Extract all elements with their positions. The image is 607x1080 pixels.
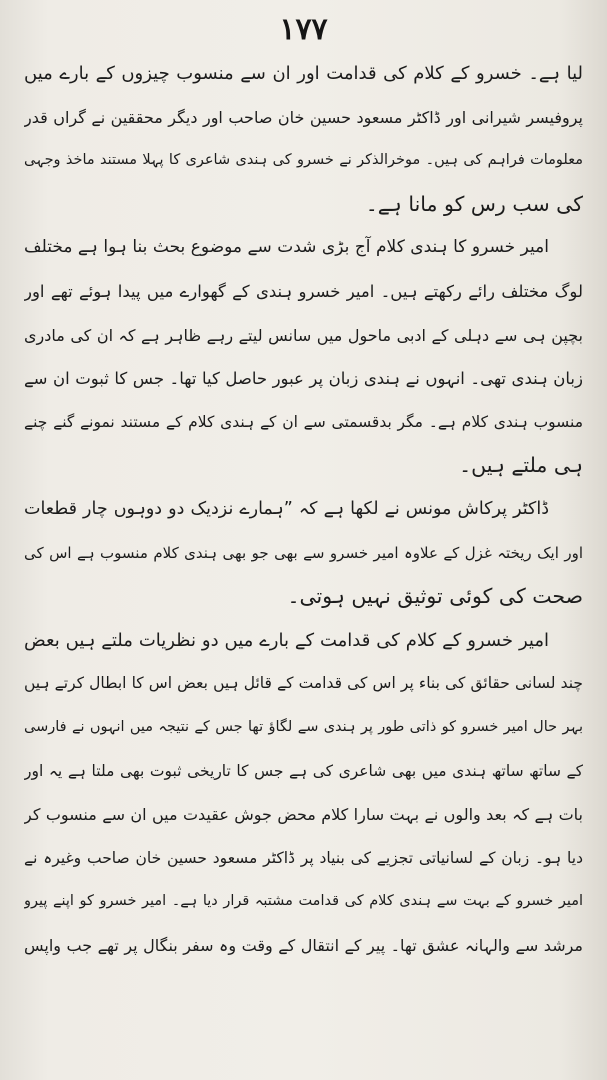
text-line: امیر خسرو کے کلام کی قدامت کے بارے میں دو نظریات ملتے ہیں بعض: [24, 629, 549, 651]
text-line: صحت کی کوئی توثیق نہیں ہوتی۔: [287, 584, 583, 609]
paragraph-1: [24, 52, 583, 226]
page-number: ۱۷۷: [279, 12, 328, 47]
text-line: امیر خسرو کے بہت سے ہندی کلام کی قدامت مشتبہ قرار دیا ہے۔ امیر خسرو کو اپنے پیرو: [24, 893, 583, 910]
text-line: امیر خسرو کا ہندی کلام آج بڑی شدت سے موضوع بحث بنا ہوا ہے مختلف: [24, 237, 549, 258]
text-line: ہی ملتے ہیں۔: [459, 453, 583, 478]
text-line: دیا ہو۔ زبان کے لسانیاتی تجزیے کی بنیاد پر ڈاکٹر مسعود حسین خان صاحب وغیرہ نے: [24, 848, 583, 867]
text-line: مرشد سے والہانہ عشق تھا۔ پیر کے انتقال کے وقت وہ سفر بنگال پر تھے جب واپس: [24, 935, 583, 955]
text-line: بچپن ہی سے دہلی کے ادبی ماحول میں سانس لیتے رہے ظاہر ہے کہ ان کی مادری: [24, 325, 583, 345]
text-line: بات ہے کہ بعد والوں نے بہت سارا کلام محض جوش عقیدت میں ان سے منسوب کر: [24, 805, 583, 825]
text-line: کی سب رس کو مانا ہے۔: [365, 191, 583, 216]
text-line: بہر حال امیر خسرو کو ذاتی طور پر ہندی سے لگاؤ تھا جس کے نتیجہ میں انہوں نے فارسی: [24, 718, 583, 735]
paragraph-4: [24, 619, 583, 968]
paragraph-2: [24, 226, 583, 488]
paragraph-3: [24, 488, 583, 619]
text-line: لیا ہے۔ خسرو کے کلام کی قدامت اور ان سے منسوب چیزوں کے بارے میں: [24, 63, 583, 84]
text-line: اور ایک ریختہ غزل کے علاوہ امیر خسرو سے بھی جو بھی ہندی کلام منسوب ہے اس کی: [24, 543, 583, 562]
body-text: [24, 52, 583, 967]
text-line: منسوب ہندی کلام ہے۔ مگر بدقسمتی سے ان کے ہندی کلام کے مستند نمونے گنے چنے: [24, 412, 583, 431]
text-line: پروفیسر شیرانی اور ڈاکٹر مسعود حسین خان صاحب اور دیگر محققین نے گراں قدر: [24, 107, 583, 127]
text-line: زبان ہندی تھی۔ انہوں نے ہندی زبان پر عبور حاصل کیا تھا۔ جس کا ثبوت ان سے: [24, 369, 583, 389]
text-line: لوگ مختلف رائے رکھتے ہیں۔ امیر خسرو ہندی کے گھوارے میں پیدا ہوئے تھے اور: [24, 281, 583, 301]
text-line: ڈاکٹر پرکاش مونس نے لکھا ہے کہ ”ہمارے نزدیک دو دوہوں چار قطعات: [24, 498, 549, 519]
text-line: چند لسانی حقائق کی بناء پر اس کی قدامت کے قائل ہیں بعض اس کا ابطال کرتے ہیں: [24, 674, 583, 693]
text-line: معلومات فراہم کی ہیں۔ موخرالذکر نے خسرو کی ہندی شاعری کا پہلا مستند ماخذ وجہی: [24, 152, 583, 169]
text-line: کے ساتھ ساتھ ہندی میں بھی شاعری کی ہے جس کا تاریخی ثبوت بھی ملتا ہے یہ اور: [24, 761, 583, 780]
